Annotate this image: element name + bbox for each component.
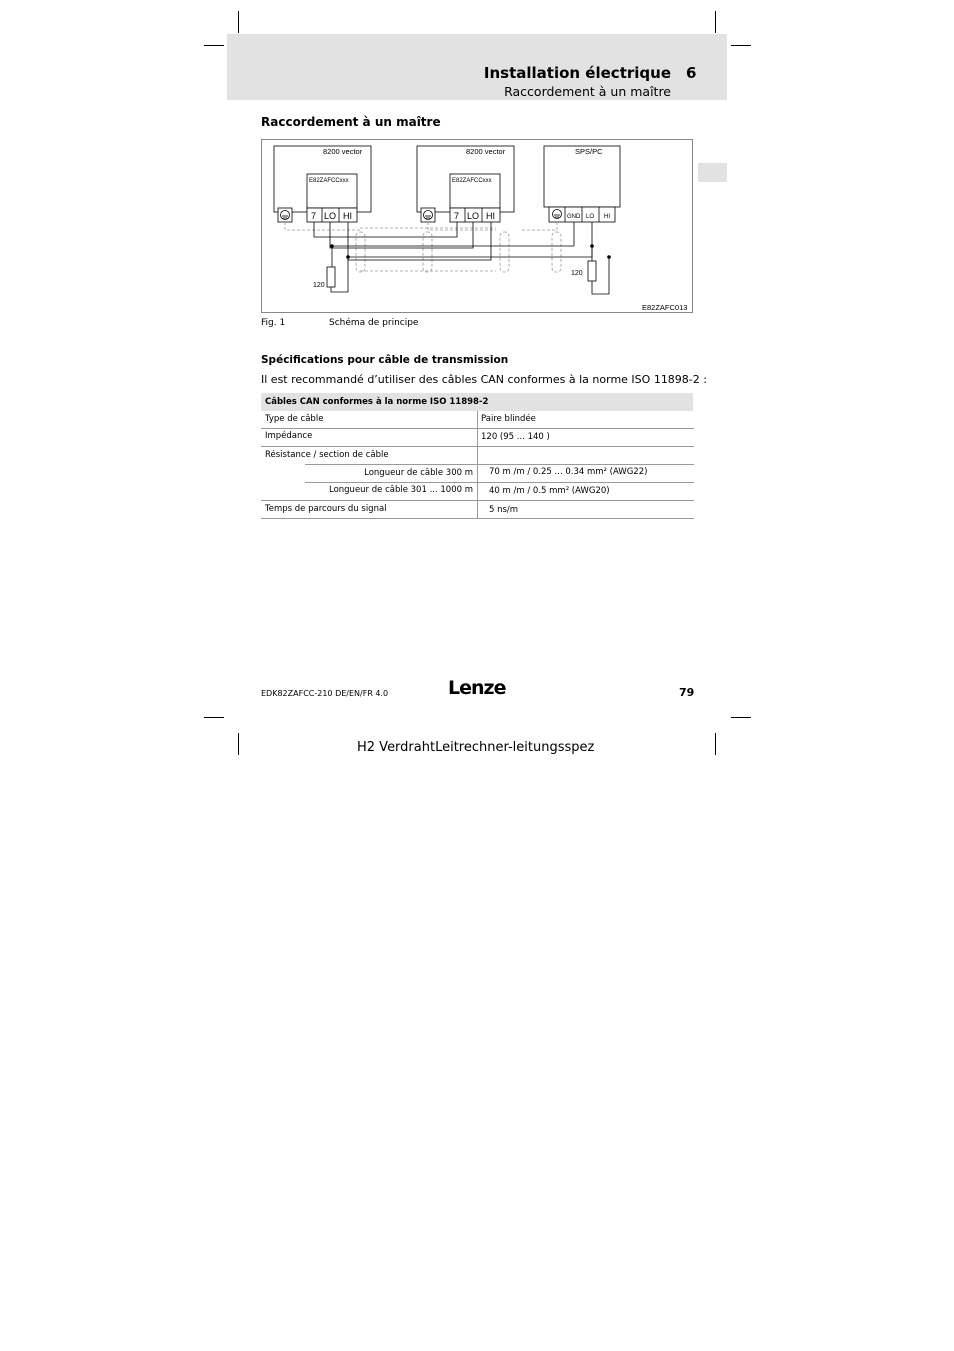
figure-code: E82ZAFC013 xyxy=(642,303,688,312)
row-label-impedance: Impédance xyxy=(265,431,313,441)
device-1-name: 8200 vector xyxy=(323,147,363,156)
row-value-signal-time: 5 ns/m xyxy=(489,505,519,515)
device-2-name: 8200 vector xyxy=(466,147,506,156)
figure-caption: Schéma de principe xyxy=(329,318,419,328)
spec-title: Spécifications pour câble de transmission xyxy=(261,354,509,366)
master-terminal-lo: LO xyxy=(586,214,595,220)
crop-mark xyxy=(715,733,716,755)
crop-mark xyxy=(731,45,751,46)
chapter-subtitle: Raccordement à un maître xyxy=(504,84,671,99)
chapter-side-tab xyxy=(698,163,727,182)
device-2-module: E82ZAFCCxxx xyxy=(452,178,492,184)
row-value-length-1000: 40 m /m / 0.5 mm² (AWG20) xyxy=(489,486,610,496)
row-label-resistance: Résistance / section de câble xyxy=(265,450,389,460)
section-title: Raccordement à un maître xyxy=(261,115,441,129)
crop-mark xyxy=(238,733,239,755)
brand-logo: Lenze xyxy=(448,677,506,699)
spec-intro: Il est recommandé d’utiliser des câbles CAN conformes à la norme ISO 11898-2 : xyxy=(261,373,707,386)
resistor-right-label: 120 xyxy=(571,270,583,277)
crop-mark xyxy=(731,717,751,718)
master-terminal-gnd: GND xyxy=(567,214,581,220)
device-2-terminal-7: 7 xyxy=(454,211,460,221)
device-1-terminal-7: 7 xyxy=(311,211,317,221)
device-1-terminal-lo: LO xyxy=(324,211,337,221)
row-label-length-300: Longueur de câble 300 m xyxy=(364,468,473,478)
row-label-length-1000: Longueur de câble 301 ... 1000 m xyxy=(328,485,473,495)
device-2-terminal-lo: LO xyxy=(467,211,480,221)
crop-mark xyxy=(715,11,716,33)
device-1-module: E82ZAFCCxxx xyxy=(309,178,349,184)
bottom-caption: H2 VerdrahtLeitrechner-leitungsspez xyxy=(357,740,595,755)
master-terminal-hi: HI xyxy=(604,214,610,220)
row-value-impedance: 120 (95 ... 140 ) xyxy=(481,432,550,442)
chapter-number: 6 xyxy=(686,64,697,82)
device-2-terminal-hi: HI xyxy=(486,211,495,221)
page-number: 79 xyxy=(679,686,695,699)
figure-label: Fig. 1 xyxy=(261,318,286,328)
footer-doc-id: EDK82ZAFCC-210 DE/EN/FR 4.0 xyxy=(261,689,389,698)
wiring-diagram xyxy=(261,139,693,313)
crop-mark xyxy=(204,717,224,718)
device-1-terminal-hi: HI xyxy=(343,211,352,221)
row-value-cable-type: Paire blindée xyxy=(481,414,536,424)
master-name: SPS/PC xyxy=(575,147,603,156)
row-label-signal-time: Temps de parcours du signal xyxy=(265,504,387,514)
crop-mark xyxy=(204,45,224,46)
resistor-left-label: 120 xyxy=(313,282,325,289)
crop-mark xyxy=(238,11,239,33)
spec-table-header: Câbles CAN conformes à la norme ISO 11898-2 xyxy=(261,393,693,411)
row-value-length-300: 70 m /m / 0.25 ... 0.34 mm² (AWG22) xyxy=(489,467,648,477)
chapter-title: Installation électrique xyxy=(483,64,671,82)
row-label-cable-type: Type de câble xyxy=(265,414,324,424)
